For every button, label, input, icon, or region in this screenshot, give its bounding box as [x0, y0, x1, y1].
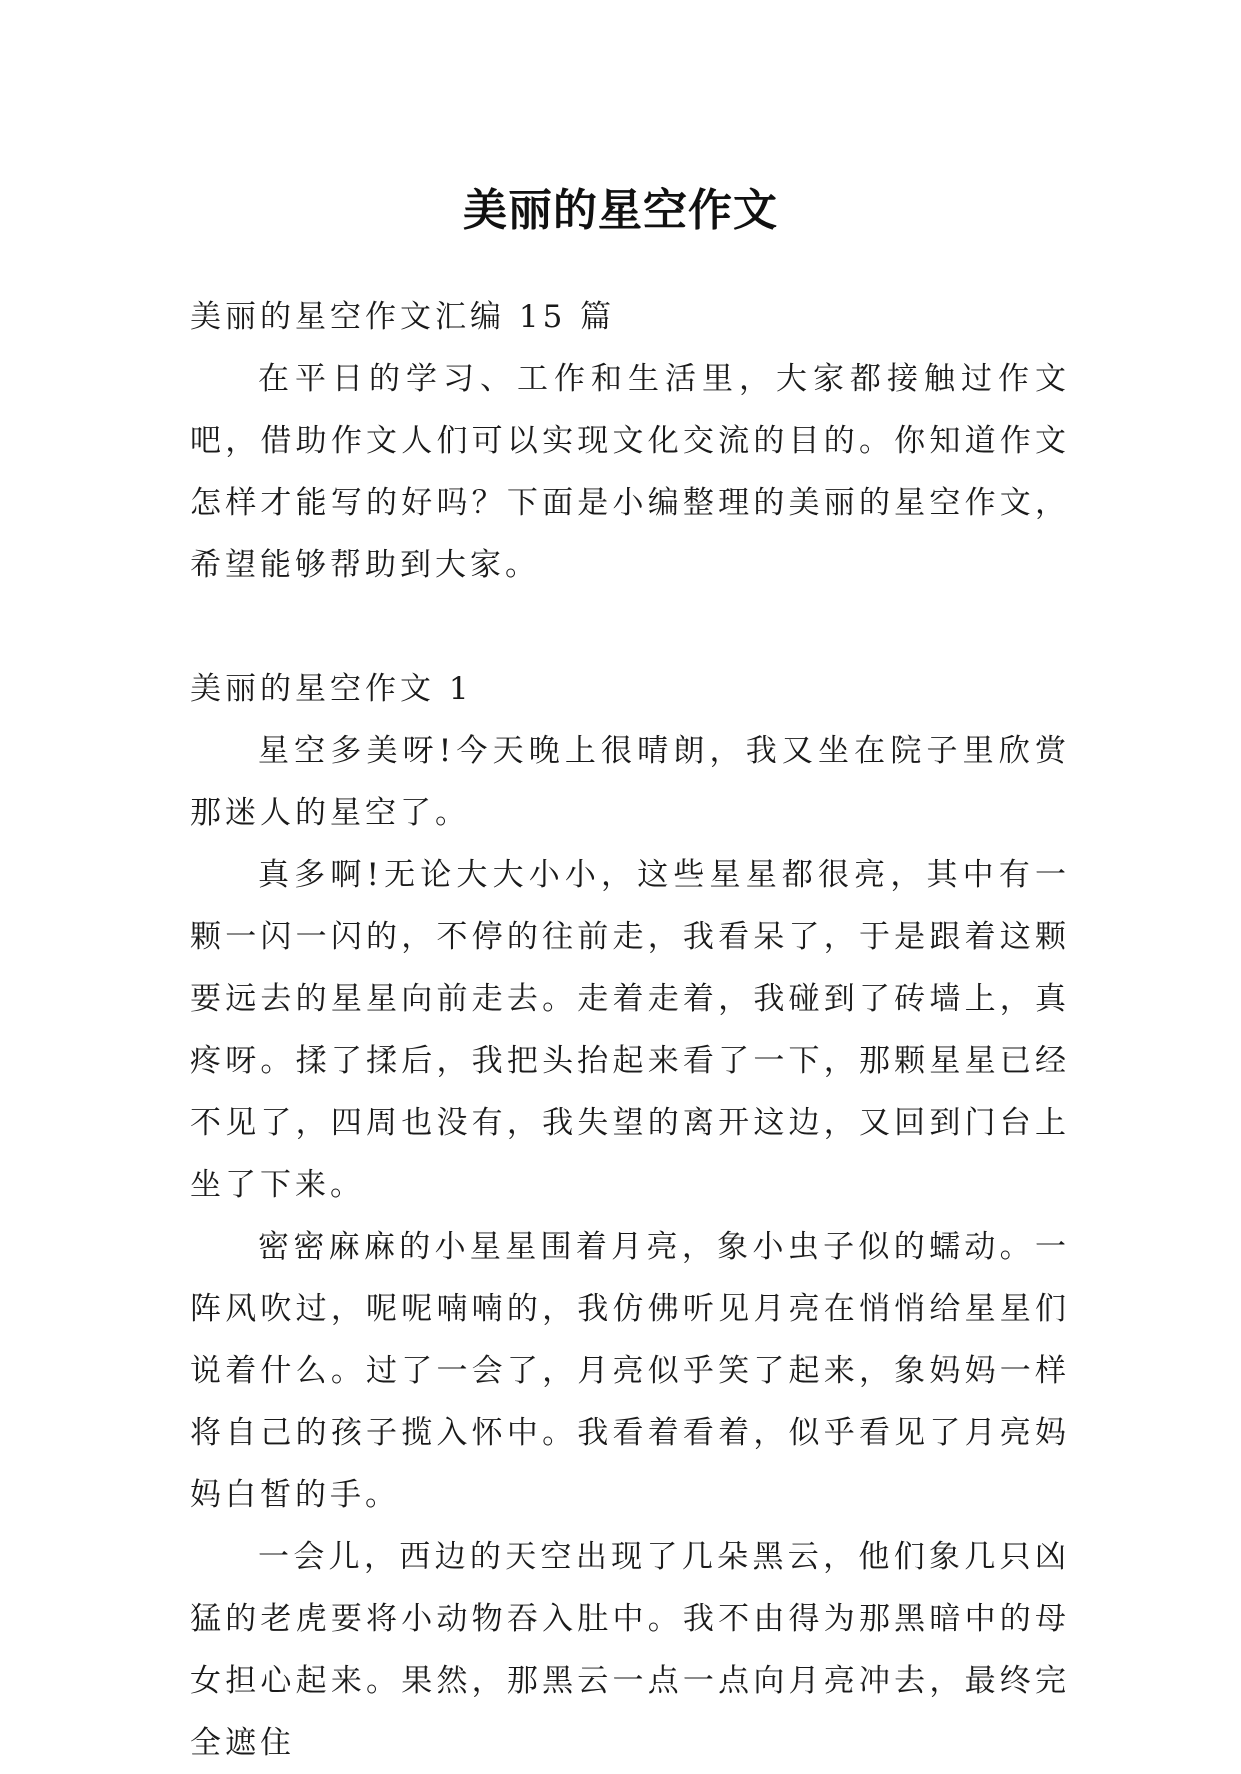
- intro-paragraph: 在平日的学习、工作和生活里，大家都接触过作文吧，借助作文人们可以实现文化交流的目的。你知道作文怎样才能写的好吗？下面是小编整理的美丽的星空作文，希望能够帮助到大家。: [190, 361, 1070, 583]
- body-paragraph: 星空多美呀!今天晚上很晴朗，我又坐在院子里欣赏那迷人的星空了。: [190, 733, 1070, 831]
- document-title: 美丽的星空作文: [463, 185, 778, 237]
- body-paragraph: 密密麻麻的小星星围着月亮，象小虫子似的蠕动。一阵风吹过，呢呢喃喃的，我仿佛听见月亮在悄悄给星星们说着什么。过了一会了，月亮似乎笑了起来，象妈妈一样将自己的孩子揽入怀中。我看着看着，似乎看见了月亮妈妈白皙的手。: [190, 1229, 1070, 1513]
- document-subtitle: 美丽的星空作文汇编 15 篇: [190, 299, 616, 335]
- body-paragraph: 一会儿，西边的天空出现了几朵黑云，他们象几只凶猛的老虎要将小动物吞入肚中。我不由得为那黑暗中的母女担心起来。果然，那黑云一点一点向月亮冲去，最终完全遮住: [190, 1539, 1070, 1761]
- body-paragraph: 真多啊!无论大大小小，这些星星都很亮，其中有一颗一闪一闪的，不停的往前走，我看呆了，于是跟着这颗要远去的星星向前走去。走着走着，我碰到了砖墙上，真疼呀。揉了揉后，我把头抬起来看了一下，那颗星星已经不见了，四周也没有，我失望的离开这边，又回到门台上坐了下来。: [190, 857, 1070, 1203]
- section-heading: 美丽的星空作文 1: [190, 671, 473, 707]
- document-body: [190, 286, 1070, 1774]
